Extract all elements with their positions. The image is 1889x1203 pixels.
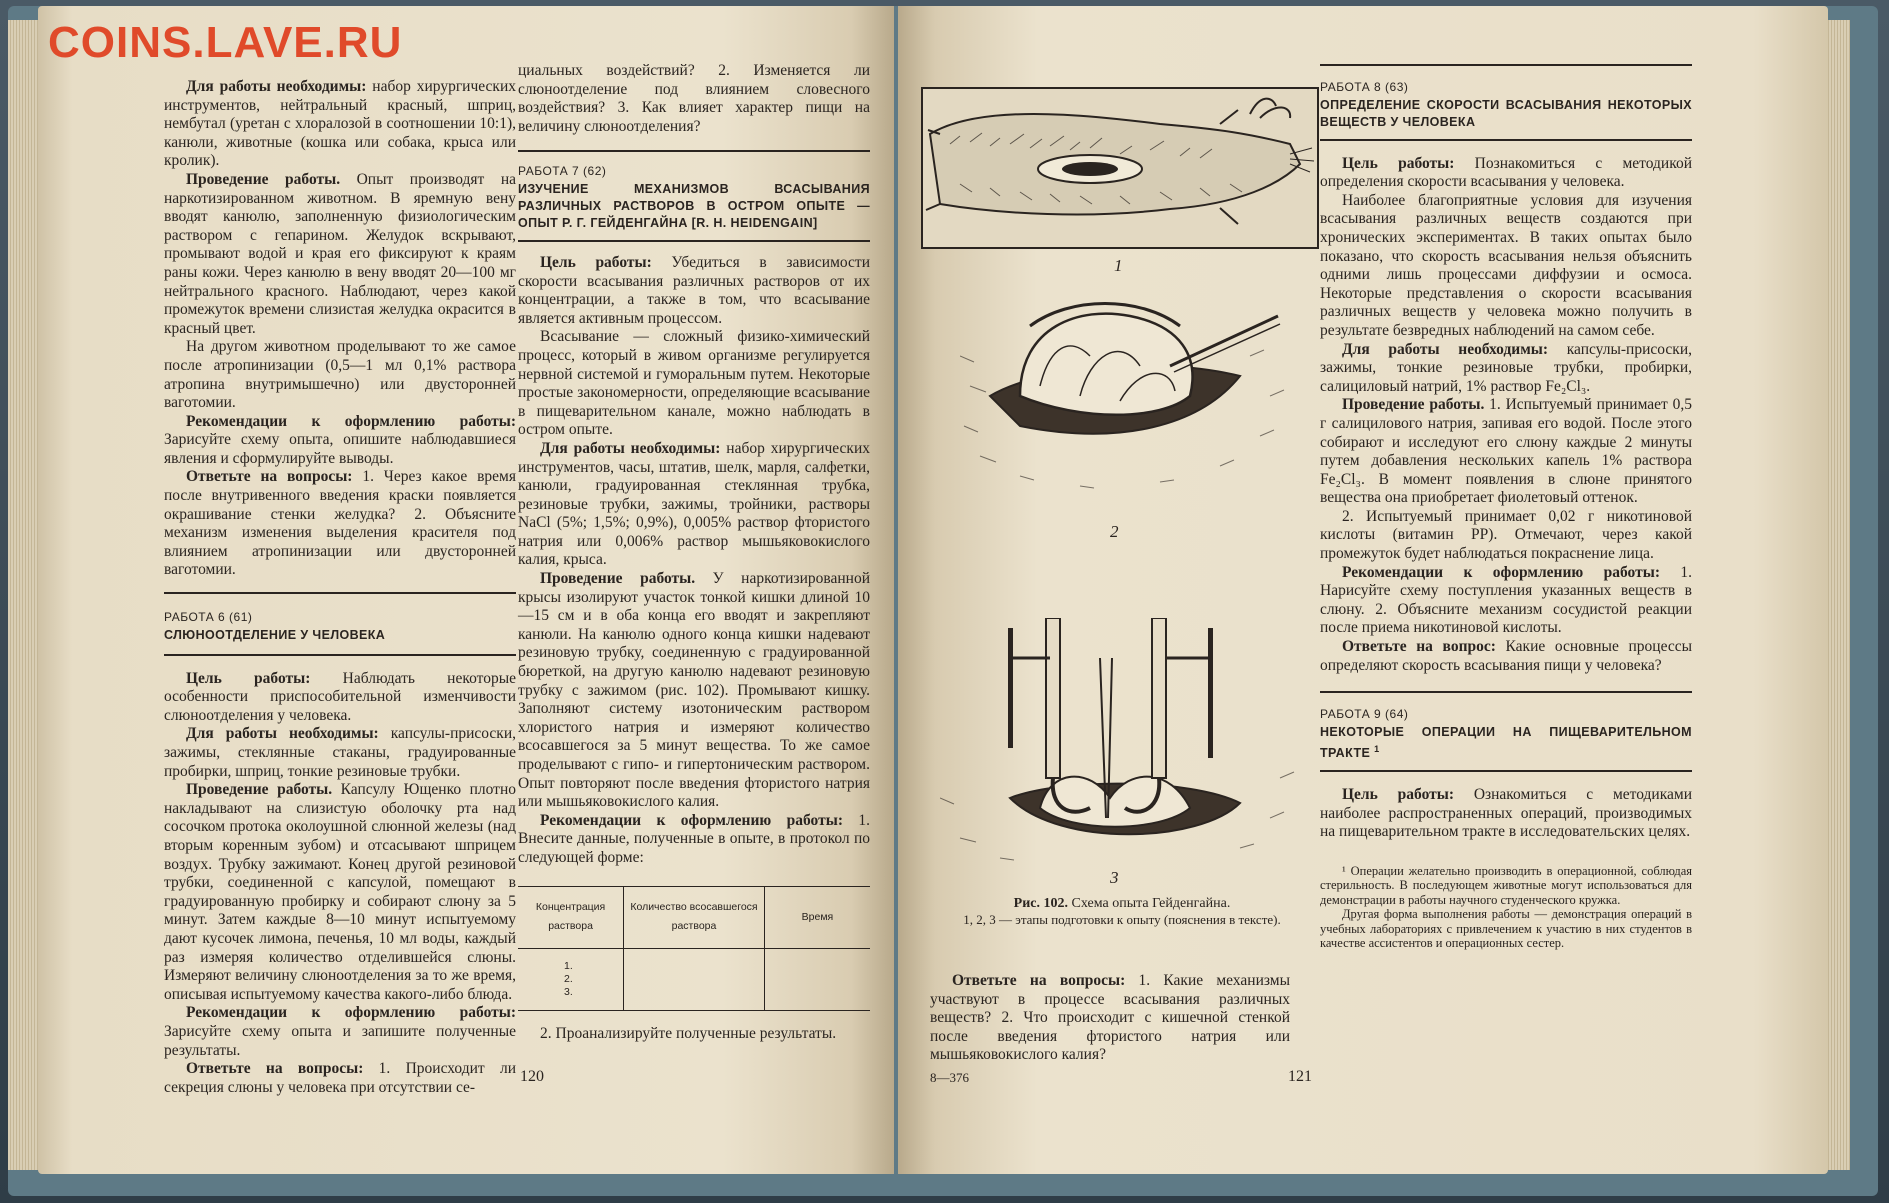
section-rule xyxy=(518,150,870,152)
para-text: капсулы-присоски, зажимы, стеклянные стаканы, градуированные пробирки, шприц, тонкие резиновые трубки. xyxy=(164,725,517,780)
table-cell xyxy=(764,948,870,1010)
work8-heading xyxy=(1320,78,1692,131)
section-rule xyxy=(164,592,516,594)
site-watermark: COINS.LAVE.RU xyxy=(48,18,403,67)
caption-title: Рис. 102. xyxy=(1013,896,1069,911)
left-column-1 xyxy=(164,78,516,1097)
para-lead: Для работы необходимы: xyxy=(1342,340,1549,358)
para-lead: Ответьте на вопросы: xyxy=(952,972,1126,989)
caption-subtext: 1, 2, 3 — этапы подготовки к опыту (пояснения в тексте). xyxy=(963,912,1281,927)
col2-final-line: 2. Проанализируйте полученные результаты. xyxy=(540,1024,837,1042)
para-lead: Цель работы: xyxy=(1342,785,1454,803)
work6-title: СЛЮНООТДЕЛЕНИЕ У ЧЕЛОВЕКА xyxy=(164,627,386,642)
para-text: 1. Происходит ли секреция слюны у человека при отсутствии се- xyxy=(164,1060,516,1096)
footnote: ¹ Операции желательно производить в операционной, соблюдая стерильность. В последующем животные могут использоваться для демонстрации в работы научного студенческого кружка. xyxy=(1320,863,1692,907)
section-rule xyxy=(1320,139,1692,141)
para-lead: Цель работы: xyxy=(540,253,652,271)
para-lead: Рекомендации к оформлению работы: xyxy=(186,1004,516,1022)
footnotes xyxy=(1320,864,1692,951)
para-lead: Для работы необходимы: xyxy=(540,439,721,457)
section-rule xyxy=(1320,64,1692,66)
row-number: 3. xyxy=(564,985,573,998)
para-text: Ознакомиться с методиками наиболее распространенных операций, производимых на пищеварительном тракте в исследовательских целях. xyxy=(1320,785,1693,841)
para-lead: Ответьте на вопросы: xyxy=(186,1060,364,1078)
col1-top-paragraphs xyxy=(164,78,516,580)
para-text: Зарисуйте схему опыта и запишите полученные результаты. xyxy=(164,1022,516,1059)
para-text: набор хирургических инструментов, нейтральный красный, шприц, нембутал (уретан с хлоралозой в соотношении 10:1), канюли, животные (кошка или собака, крыса или кролик). xyxy=(164,78,516,170)
right-page xyxy=(898,6,1828,1174)
col2-right-paragraphs xyxy=(1320,155,1692,676)
section-rule xyxy=(518,240,870,242)
left-column-2 xyxy=(518,62,870,1043)
printer-signature: 8—376 xyxy=(930,1070,969,1085)
row-number: 2. xyxy=(564,972,573,985)
para-text: Всасывание — сложный физико-химический процесс, который в живом организме регулируется нервной системой и гуморальным путем. Некоторые простые закономерности, определяющие всасывание в пищеварительном канале, можно наблюдать в остром опыте. xyxy=(518,328,870,439)
row-number: 1. xyxy=(564,959,573,972)
figure-rabbit-illustration xyxy=(920,84,1320,254)
para-lead: Проведение работы. xyxy=(540,570,696,588)
para-text: капсулы-присоски, зажимы, тонкие резиновые трубки, пробирки, салициловый натрий, 1% раствор Fe₂Cl₃. xyxy=(1320,340,1692,395)
table-header-cell: Время xyxy=(764,886,870,948)
figure-intestine-illustration xyxy=(960,296,1290,496)
table-row xyxy=(518,948,870,1010)
para-text: На другом животном проделывают то же самое после атропинизации (0,5—1 мл 0,1% раствора атропина внутримышечно) или двусторонней ваготомии. xyxy=(164,338,516,412)
section-rule xyxy=(1320,770,1692,772)
page-number-right: 121 xyxy=(1288,1068,1312,1085)
para-lead: Проведение работы. xyxy=(186,170,341,188)
figure-label-1: 1 xyxy=(1114,256,1123,275)
footnote-marker: 1 xyxy=(1374,743,1380,754)
work7-heading xyxy=(518,162,870,232)
work7-title: ИЗУЧЕНИЕ МЕХАНИЗМОВ ВСАСЫВАНИЯ РАЗЛИЧНЫХ РАСТВОРОВ В ОСТРОМ ОПЫТЕ — ОПЫТ Р. Г. ГЕЙДЕНГАЙНА [R. H. HEIDENGAIN] xyxy=(518,181,870,230)
para-lead: Для работы необходимы: xyxy=(186,78,367,95)
para-text: Наиболее благоприятные условия для изучения всасывания различных веществ создаются при хронических экспериментах. В таких опытах было показано, что скорость всасывания нельзя объяснить одними лишь процессами диффузии и осмоса. Некоторые представления о скорости всасывания различных веществ у человека можно получить в результате безвредных наблюдений на самом себе. xyxy=(1320,191,1692,339)
para-lead: Для работы необходимы: xyxy=(186,725,379,743)
table-header-cell: Количество всосавшегося раствора xyxy=(624,886,765,948)
section-rule xyxy=(164,654,516,656)
work6-number: РАБОТА 6 (61) xyxy=(164,610,253,625)
col2-body-paragraphs xyxy=(518,254,870,868)
work8-title: ОПРЕДЕЛЕНИЕ СКОРОСТИ ВСАСЫВАНИЯ НЕКОТОРЫХ ВЕЩЕСТВ У ЧЕЛОВЕКА xyxy=(1320,97,1692,129)
para-text: 1. Какие механизмы участвуют в процессе всасывания различных веществ? 2. Что происходит с кишечной стенкой после введения фтористого натрия или мышьяковокислого калия? xyxy=(930,972,1290,1064)
work9-number: РАБОТА 9 (64) xyxy=(1320,707,1409,722)
para-text: 1. Внесите данные, полученные в опыте, в протокол по следующей форме: xyxy=(518,811,871,866)
work6-heading xyxy=(164,608,516,644)
section-rule xyxy=(1320,691,1692,693)
work9-title: НЕКОТОРЫЕ ОПЕРАЦИИ НА ПИЩЕВАРИТЕЛЬНОМ ТРАКТЕ xyxy=(1320,724,1692,760)
para-text: Наблюдать некоторые особенности приспособительной изменчивости слюноотделения у человека. xyxy=(164,669,516,724)
page-edges-right xyxy=(1826,20,1850,1170)
figure-caption xyxy=(952,896,1292,928)
col1-bottom-paragraphs xyxy=(164,670,516,1098)
para-lead: Проведение работы. xyxy=(1342,396,1485,414)
page-edges-left xyxy=(8,20,40,1170)
para-text: 1. Испытуемый принимает 0,5 г салицилового натрия, запивая его водой. После этого собирают и исследуют его слюну каждые 2 минуты путем добавления нескольких капель 1% раствора Fe₂Cl₃. В момент появления в слюне принятого вещества она приобретает фиолетовый оттенок. xyxy=(1320,396,1692,507)
para-text: У наркотизированной крысы изолируют участок тонкой кишки длиной 10—15 см и в оба конца его вводят и закрепляют канюли. На канюлю одного конца кишки надевают резиновую трубку, соединенную с градуированной бюреткой, на другую канюлю надевают резиновую трубку с зажимом (рис. 102). Промывают кишку. Заполняют систему изотоническим раствором хлористого натрия и измеряют количество всосавшегося за 5 минут вещества. То же самое проделывают с гипо- и гипертоническим раствором. Опыт повторяют после введения фтористого натрия или мышьяковокислого калия. xyxy=(518,570,870,811)
work8-number: РАБОТА 8 (63) xyxy=(1320,80,1409,94)
footnote: Другая форма выполнения работы — демонстрация операций в учебных лабораториях с привлечением к участию в них студентов в качестве ассистентов и операционных сестер. xyxy=(1320,907,1692,951)
work9-heading xyxy=(1320,705,1692,762)
page-number-left: 120 xyxy=(520,1068,544,1085)
para-lead: Цель работы: xyxy=(186,669,311,687)
table-cell xyxy=(624,948,765,1010)
protocol-table xyxy=(518,886,870,1011)
para-lead: Рекомендации к оформлению работы: xyxy=(1342,563,1660,581)
work7-number: РАБОТА 7 (62) xyxy=(518,164,607,179)
right-column-2 xyxy=(1320,58,1692,951)
para-lead: Ответьте на вопросы: xyxy=(186,468,353,486)
right-column-1-end xyxy=(930,972,1290,1065)
figure-label-3: 3 xyxy=(1110,868,1119,887)
para-lead: Цель работы: xyxy=(1342,154,1455,172)
para-text: 1. Через какое время после внутривенного введения краски появляется окрашивание стенки желудка? 2. Объясните механизм изменения выделения красителя под влиянием атропинизации или двусторонней ваготомии. xyxy=(164,468,516,579)
table-header-row xyxy=(518,886,870,948)
para-lead: Рекомендации к оформлению работы: xyxy=(540,811,843,829)
left-page xyxy=(38,6,894,1174)
para-lead: Рекомендации к оформлению работы: xyxy=(186,412,516,430)
table-header-cell: Концентрация раствора xyxy=(518,886,624,948)
para-text: Опыт производят на наркотизированном животном. В яремную вену вводят канюлю, заполненную физиологическим раствором с гепарином. Желудок вскрывают, промывают водой и края его фиксируют к краям раны кожи. Через канюлю в вену вводят 20—100 мг нейтрального красного. Наблюдают, через какой промежуток времени слизистая желудка окрасится в красный цвет. xyxy=(164,170,516,337)
caption-text: Схема опыта Гейденгайна. xyxy=(1068,896,1231,911)
para-text: Зарисуйте схему опыта, опишите наблюдавшиеся явления и сформулируйте выводы. xyxy=(164,431,516,467)
para-text: Познакомиться с методикой определения скорости всасывания у человека. xyxy=(1320,154,1692,191)
figure-apparatus-illustration xyxy=(940,618,1300,868)
para-lead: Проведение работы. xyxy=(186,781,333,799)
para-text: 2. Испытуемый принимает 0,02 г никотиновой кислоты (витамин PP). Отмечают, через какой промежуток будет наблюдаться покраснение лица. xyxy=(1320,507,1692,563)
col2-continuation: циальных воздействий? 2. Изменяется ли слюноотделение под влиянием словесного воздействия? 3. Как влияет характер пищи на величину слюноотделения? xyxy=(518,62,870,135)
para-lead: Ответьте на вопрос: xyxy=(1342,638,1496,656)
para-text: Убедиться в зависимости скорости всасывания различных растворов от их концентрации, а также в том, что всасывание является активным процессом. xyxy=(518,253,870,327)
para-text: 1. Нарисуйте схему поступления указанных веществ в слюну. 2. Объясните механизм сосудистой реакции после приема никотиновой кислоты. xyxy=(1320,563,1693,637)
para-text: Какие основные процессы определяют скорость всасывания пищи у человека? xyxy=(1320,638,1693,674)
para-text: набор хирургических инструментов, часы, штатив, шелк, марля, салфетки, канюли, градуированная стеклянная трубка, резиновые трубки, зажимы, тройники, растворы NaCl (5%; 1,5%; 0,9%), 0,005% раствор фтористого натрия или 0,006% раствор мышьяковокислого калия, крыса. xyxy=(518,439,870,569)
para-text: Капсулу Ющенко плотно накладывают на слизистую оболочку рта над сосочком протока околоушной слюнной железы (над вторым коренным зубом) и отсасывают шприцем воздух. Трубку зажимают. Конец другой резиновой трубки, соединенной с капсулой, помещают в градуированную пробирку и собирают слюну за 5 минут. Затем каждые 8—10 минут испытуемому дают кусочек лимона, печенья, 10 мл воды, каждый раз измеряя количество отделившейся слюны. Измеряют величину слюноотделения за то же время, описывая испытуемому качества какого-либо блюда. xyxy=(164,781,516,1003)
table-cell-rows xyxy=(518,948,624,1010)
figure-label-2: 2 xyxy=(1110,522,1119,541)
